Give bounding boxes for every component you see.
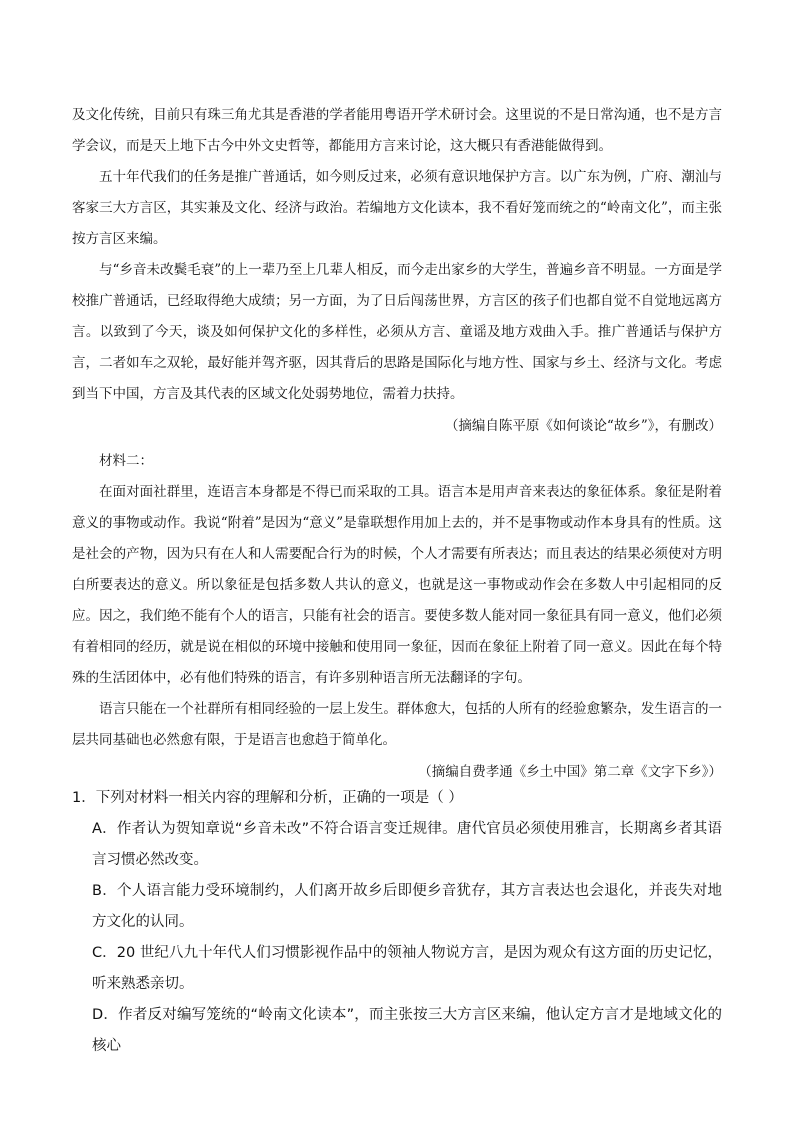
question-1-stem: 1．下列对材料一相关内容的理解和分析，正确的一项是（ ） bbox=[72, 790, 463, 806]
question-1-option-a: A．作者认为贺知章说“乡音未改”不符合语言变迁规律。唐代官员必须使用雅言，长期离乡者其语言习惯必然改变。 bbox=[92, 821, 722, 868]
reading-passage bbox=[72, 100, 722, 788]
question-section bbox=[72, 783, 722, 1062]
question-1-option-c: C．20 世纪八九十年代人们习惯影视作品中的领袖人物说方言，是因为观众有这方面的历史记忆，听来熟悉亲切。 bbox=[92, 945, 722, 992]
question-1-option-d: D．作者反对编写笼统的“岭南文化读本”，而主张按三大方言区来编，他认定方言才是地域文化的核心 bbox=[92, 1007, 722, 1054]
material1-paragraph-2: 五十年代我们的任务是推广普通话，如今则反过来，必须有意识地保护方言。以广东为例，广府、潮汕与客家三大方言区，其实兼及文化、经济与政治。若编地方文化读本，我不看好笼而统之的“岭南文化”，而主张按方言区来编。 bbox=[72, 169, 722, 247]
material2-label: 材料二： bbox=[99, 453, 153, 469]
material1-paragraph-1: 及文化传统，目前只有珠三角尤其是香港的学者能用粤语开学术研讨会。这里说的不是日常沟通，也不是方言学会议，而是天上地下古今中外文史哲等，都能用方言来讨论，这大概只有香港能做得到。 bbox=[72, 107, 722, 154]
material2-paragraph-2: 语言只能在一个社群所有相同经验的一层上发生。群体愈大，包括的人所有的经验愈繁杂，发生语言的一层共同基础也必然愈有限，于是语言也愈趋于简单化。 bbox=[72, 701, 722, 748]
material2-source: （摘编自费孝通《乡土中国》第二章《文字下乡》） bbox=[418, 764, 722, 780]
question-1-option-b: B．个人语言能力受环境制约，人们离开故乡后即便乡音犹存，其方言表达也会退化，并丧失对地方文化的认同。 bbox=[92, 883, 722, 930]
material1-source: （摘编自陈平原《如何谈论“故乡”》，有删改） bbox=[444, 418, 722, 434]
material2-paragraph-1: 在面对面社群里，连语言本身都是不得已而采取的工具。语言本是用声音来表达的象征体系。象征是附着意义的事物或动作。我说“附着”是因为“意义”是靠联想作用加上去的，并不是事物或动作本身具有的性质。这是社会的产物，因为只有在人和人需要配合行为的时候，个人才需要有所表达；而且表达的结果必须使对方明白所要表达的意义。所以象征是包括多数人共认的意义，也就是这一事物或动作会在多数人中引起相同的反应。因之，我们绝不能有个人的语言，只能有社会的语言。要使多数人能对同一象征具有同一意义，他们必须有着相同的经历，就是说在相似的环境中接触和使用同一象征，因而在象征上附着了同一意义。因此在每个特殊的生活团体中，必有他们特殊的语言，有许多别种语言所无法翻译的字句。 bbox=[72, 484, 722, 686]
material1-paragraph-3: 与“乡音未改鬓毛衰”的上一辈乃至上几辈人相反，而今走出家乡的大学生，普遍乡音不明显。一方面是学校推广普通话，已经取得绝大成绩；另一方面，为了日后闯荡世界，方言区的孩子们也都自觉不自觉地远离方言。以致到了今天，谈及如何保护文化的多样性，必须从方言、童谣及地方戏曲入手。推广普通话与保护方言，二者如车之双轮，最好能并驾齐驱，因其背后的思路是国际化与地方性、国家与乡土、经济与文化。考虑到当下中国，方言及其代表的区域文化处弱势地位，需着力扶持。 bbox=[72, 262, 722, 402]
